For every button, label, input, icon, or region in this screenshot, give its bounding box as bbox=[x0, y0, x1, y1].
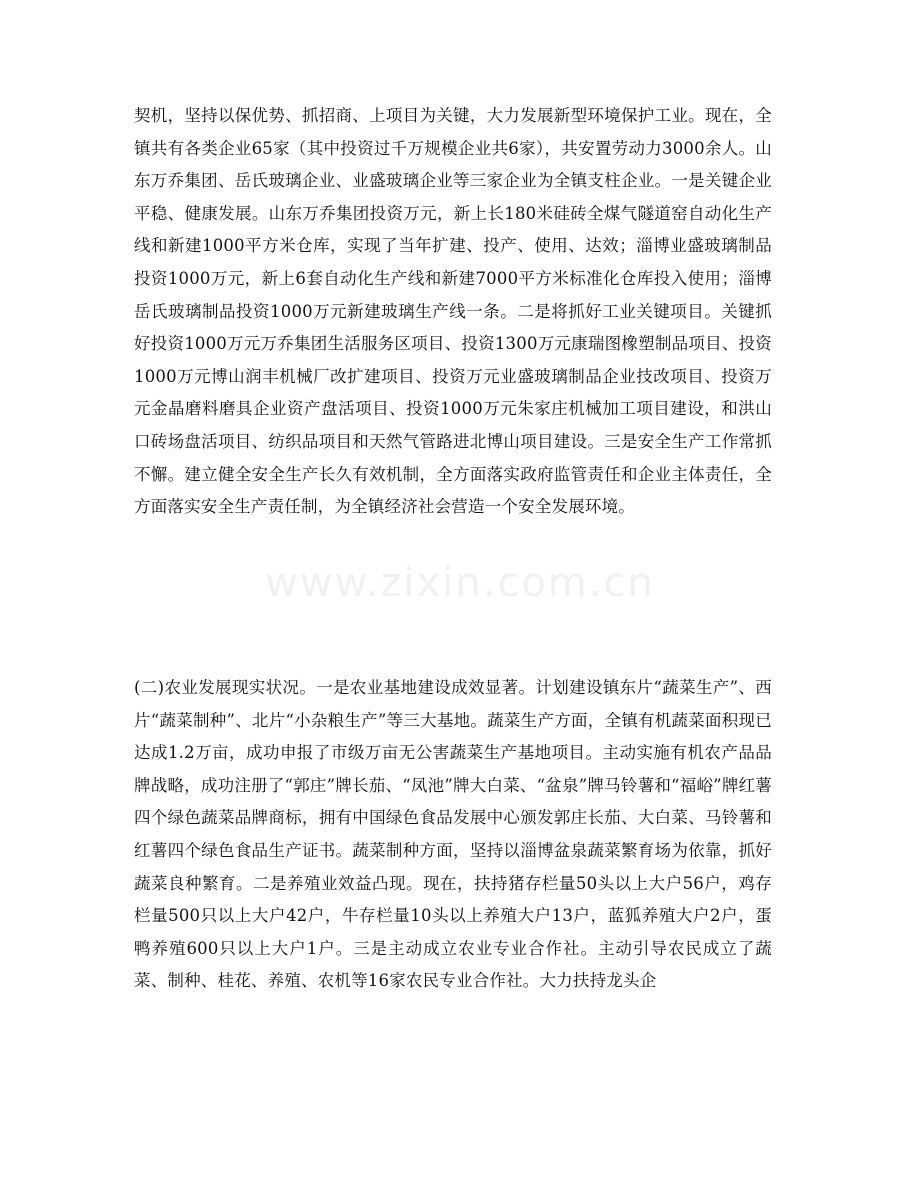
watermark-text: www.zixin.com.cn bbox=[265, 560, 655, 606]
body-paragraph-agriculture: (二)农业发展现实状况。一是农业基地建设成效显著。计划建设镇东片“蔬菜生产”、西片“蔬菜制种”、北片“小杂粮生产”等三大基地。蔬菜生产方面，全镇有机蔬菜面积现已达成1.2万亩，成功申报了市级万亩无公害蔬菜生产基地项目。主动实施有机农产品品牌战略，成功注册了“郭庄”牌长茄、“凤池”牌大白菜、“盆泉”牌马铃薯和“福峪”牌红薯四个绿色蔬菜品牌商标，拥有中国绿色食品发展中心颁发郭庄长茄、大白菜、马铃薯和红薯四个绿色食品生产证书。蔬菜制种方面，坚持以淄博盆泉蔬菜繁育场为依靠，抓好蔬菜良种繁育。二是养殖业效益凸现。现在，扶持猪存栏量50头以上大户56户，鸡存栏量500只以上大户42户，牛存栏量10头以上养殖大户13户，蓝狐养殖大户2户，蛋鸭养殖600只以上大户1户。三是主动成立农业专业合作社。主动引导农民成立了蔬菜、制种、桂花、养殖、农机等16家农民专业合作社。大力扶持龙头企 bbox=[134, 678, 772, 991]
body-paragraph-industry: 契机，坚持以保优势、抓招商、上项目为关键，大力发展新型环境保护工业。现在，全镇共有各类企业65家（其中投资过千万规模企业共6家），共安置劳动力3000余人。山东万乔集团、岳氏玻璃企业、业盛玻璃企业等三家企业为全镇支柱企业。一是关键企业平稳、健康发展。山东万乔集团投资万元，新上长180米硅砖全煤气隧道窑自动化生产线和新建1000平方米仓库，实现了当年扩建、投产、使用、达效；淄博业盛玻璃制品投资1000万元，新上6套自动化生产线和新建7000平方米标准化仓库投入使用；淄博岳氏玻璃制品投资1000万元新建玻璃生产线一条。二是将抓好工业关键项目。关键抓好投资1000万元万乔集团生活服务区项目、投资1300万元康瑞图橡塑制品项目、投资1000万元博山润丰机械厂改扩建项目、投资万元业盛玻璃制品企业技改项目、投资万元金晶磨料磨具企业资产盘活项目、投资1000万元朱家庄机械加工项目建设，和洪山口砖场盘活项目、纺织品项目和天然气管路进北博山项目建设。三是安全生产工作常抓不懈。建立健全安全生产长久有效机制，全方面落实政府监管责任和企业主体责任，全方面落实安全生产责任制，为全镇经济社会营造一个安全发展环境。 bbox=[134, 106, 772, 517]
